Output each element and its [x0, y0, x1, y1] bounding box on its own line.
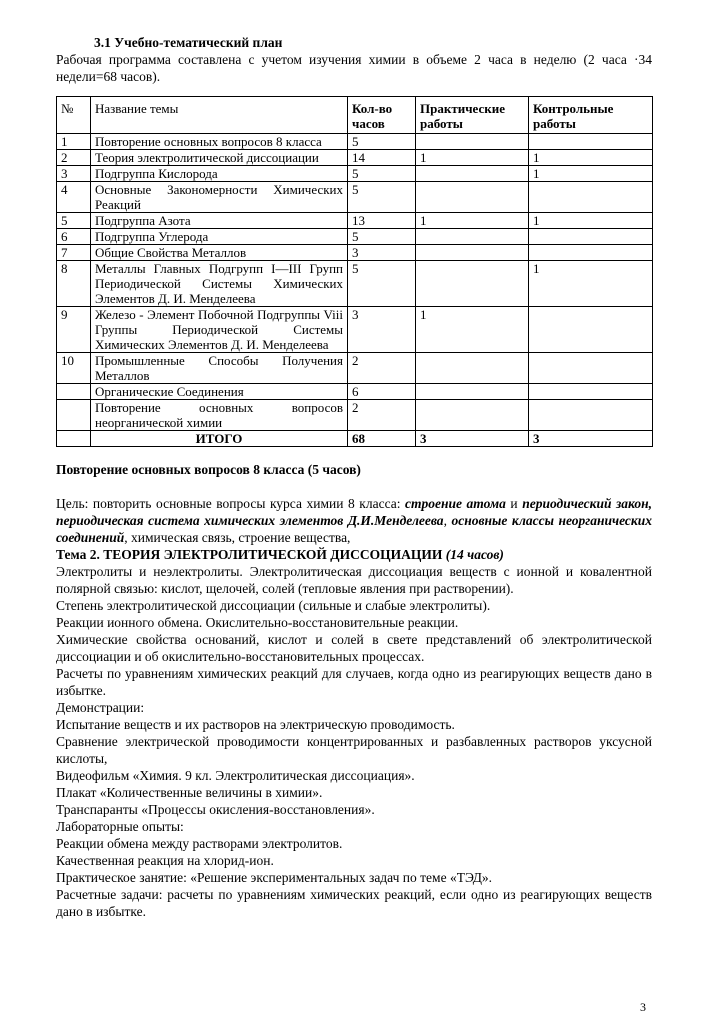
row-num: 5 — [57, 213, 91, 229]
row-name: Подгруппа Азота — [91, 213, 348, 229]
table-total-row — [57, 431, 653, 447]
topic2-line: Испытание веществ и их растворов на электрическую проводимость. — [56, 717, 455, 732]
goal-periodic-law: периодический закон, периодическая система химических элементов Д.И.Менделеева — [56, 496, 652, 528]
table-row — [57, 182, 653, 213]
page-number: 3 — [640, 1000, 646, 1014]
row-name: Металлы Главных Подгрупп I—III Групп Периодической Системы Химических Элементов Д. И. Менделеева — [91, 261, 348, 307]
topic2-line: Качественная реакция на хлорид-ион. — [56, 853, 274, 868]
table-header-row — [57, 97, 653, 134]
row-hours: 13 — [348, 213, 416, 229]
row-num: 4 — [57, 182, 91, 213]
table-row — [57, 150, 653, 166]
row-practical — [416, 400, 529, 431]
table-row — [57, 307, 653, 353]
total-control: 3 — [529, 431, 653, 447]
row-practical — [416, 134, 529, 150]
row-name: Теория электролитической диссоциации — [91, 150, 348, 166]
topic2-line: Реакции ионного обмена. Окислительно-восстановительные реакции. — [56, 615, 459, 630]
goal-suffix: , химическая связь, строение вещества, — [124, 530, 351, 545]
row-num — [57, 400, 91, 431]
row-num: 7 — [57, 245, 91, 261]
table-row — [57, 245, 653, 261]
row-control — [529, 400, 653, 431]
topic2-heading-hours: (14 часов) — [445, 547, 504, 562]
goal-atom-structure: строение атома — [405, 496, 506, 511]
topic2-line: Транспаранты «Процессы окисления-восстановления». — [56, 802, 375, 817]
topic2-heading-text: Тема 2. ТЕОРИЯ ЭЛЕКТРОЛИТИЧЕСКОЙ ДИССОЦИАЦИИ — [56, 547, 443, 562]
row-practical — [416, 229, 529, 245]
topic2-heading — [56, 546, 652, 563]
row-practical: 1 — [416, 307, 529, 353]
topic2-line: Химические свойства оснований, кислот и солей в свете представлений об электролитической диссоциации и об окислительно-восстановительных процессах. — [56, 632, 652, 664]
row-control — [529, 353, 653, 384]
row-control — [529, 245, 653, 261]
row-control — [529, 229, 653, 245]
table-row — [57, 384, 653, 400]
goal-inorganic-classes: основные классы неорганических соединений — [56, 513, 653, 545]
row-name: Подгруппа Углерода — [91, 229, 348, 245]
row-num: 6 — [57, 229, 91, 245]
row-hours: 5 — [348, 229, 416, 245]
row-hours: 5 — [348, 166, 416, 182]
row-practical: 1 — [416, 213, 529, 229]
total-practical: 3 — [416, 431, 529, 447]
table-row — [57, 400, 653, 431]
topic2-line: Электролиты и неэлектролиты. Электролитическая диссоциация веществ с ионной и ковалентной полярной связью: кислот, щелочей, солей (тепловые явления при растворении). — [56, 564, 652, 596]
row-hours: 2 — [348, 353, 416, 384]
document-page — [56, 34, 652, 920]
row-hours: 5 — [348, 134, 416, 150]
row-control — [529, 307, 653, 353]
table-body — [57, 134, 653, 431]
row-hours: 3 — [348, 307, 416, 353]
topic2-line: Плакат «Количественные величины в химии». — [56, 785, 323, 800]
row-name: Повторение основных вопросов 8 класса — [91, 134, 348, 150]
table-row — [57, 134, 653, 150]
row-name: Органические Соединения — [91, 384, 348, 400]
row-hours: 14 — [348, 150, 416, 166]
row-hours: 6 — [348, 384, 416, 400]
row-num: 10 — [57, 353, 91, 384]
topic2-line: Лабораторные опыты: — [56, 819, 184, 834]
row-hours: 3 — [348, 245, 416, 261]
row-num: 2 — [57, 150, 91, 166]
row-name: Промышленные Способы Получения Металлов — [91, 353, 348, 384]
row-practical — [416, 261, 529, 307]
header-num: № — [57, 97, 91, 134]
topic2-line: Сравнение электрической проводимости концентрированных и разбавленных растворов уксусной кислоты, — [56, 734, 652, 766]
row-hours: 5 — [348, 182, 416, 213]
row-num: 8 — [57, 261, 91, 307]
topic2-line: Практическое занятие: «Решение экспериментальных задач по теме «ТЭД». — [56, 870, 493, 885]
topic2-line: Расчеты по уравнениям химических реакций для случаев, когда одно из реагирующих веществ дано в избытке. — [56, 666, 652, 698]
curriculum-table — [56, 96, 653, 447]
row-practical — [416, 182, 529, 213]
row-practical — [416, 245, 529, 261]
intro-paragraph: Рабочая программа составлена с учетом изучения химии в объеме 2 часа в неделю (2 часа ·34 недели=68 часов). — [56, 52, 652, 84]
row-control — [529, 134, 653, 150]
goal-and: и — [505, 496, 523, 511]
topic2-line: Демонстрации: — [56, 700, 145, 715]
row-control — [529, 384, 653, 400]
header-practical: Практические работы — [416, 97, 529, 134]
topic2-block — [56, 546, 652, 920]
total-num — [57, 431, 91, 447]
row-control: 1 — [529, 166, 653, 182]
topic1-block — [56, 461, 652, 546]
row-practical: 1 — [416, 150, 529, 166]
row-practical — [416, 166, 529, 182]
row-name: Повторение основных вопросов неорганической химии — [91, 400, 348, 431]
header-control: Контрольные работы — [529, 97, 653, 134]
table-row — [57, 229, 653, 245]
row-practical — [416, 353, 529, 384]
row-control: 1 — [529, 261, 653, 307]
table-row — [57, 166, 653, 182]
topic2-line: Реакции обмена между растворами электролитов. — [56, 836, 343, 851]
header-hours: Кол-во часов — [348, 97, 416, 134]
row-name: Общие Свойства Металлов — [91, 245, 348, 261]
total-hours: 68 — [348, 431, 416, 447]
goal-comma: , — [443, 513, 452, 528]
topic2-line: Расчетные задачи: расчеты по уравнениям химических реакций, если одно из реагирующих веществ дано в избытке. — [56, 887, 652, 919]
row-control: 1 — [529, 150, 653, 166]
topic1-goal — [56, 495, 652, 546]
total-label: ИТОГО — [91, 431, 348, 447]
table-row — [57, 261, 653, 307]
table-row — [57, 213, 653, 229]
row-name: Подгруппа Кислорода — [91, 166, 348, 182]
topic1-heading: Повторение основных вопросов 8 класса (5 часов) — [56, 462, 361, 477]
section-title: 3.1 Учебно-тематический план — [94, 35, 283, 50]
row-control — [529, 182, 653, 213]
row-num: 1 — [57, 134, 91, 150]
row-hours: 5 — [348, 261, 416, 307]
topic2-line: Степень электролитической диссоциации (сильные и слабые электролиты). — [56, 598, 491, 613]
row-name: Основные Закономерности Химических Реакций — [91, 182, 348, 213]
topic2-lines — [56, 563, 652, 920]
row-control: 1 — [529, 213, 653, 229]
topic2-line: Видеофильм «Химия. 9 кл. Электролитическая диссоциация». — [56, 768, 415, 783]
table-row — [57, 353, 653, 384]
row-num — [57, 384, 91, 400]
row-num: 3 — [57, 166, 91, 182]
row-num: 9 — [57, 307, 91, 353]
row-hours: 2 — [348, 400, 416, 431]
header-name: Название темы — [91, 97, 348, 134]
row-practical — [416, 384, 529, 400]
row-name: Железо - Элемент Побочной Подгруппы Viii Группы Периодической Системы Химических Элементов Д. И. Менделеева — [91, 307, 348, 353]
goal-prefix: Цель: повторить основные вопросы курса химии 8 класса: — [56, 496, 406, 511]
